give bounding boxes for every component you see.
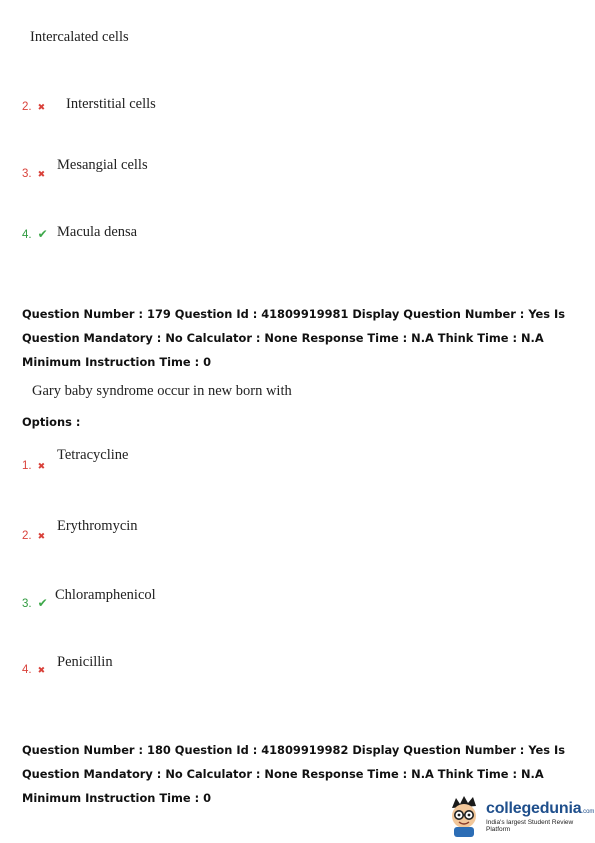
question-meta: Question Number : 180 Question Id : 41809919982 Display Question Number : Yes Is Question Mandatory : No Calculator : None Response Time : N.A Think Time : N.A Minimum Instruction Time : 0: [22, 743, 566, 805]
cross-icon: ✖: [37, 169, 46, 179]
option-number-wrong: 2. ✖: [22, 101, 46, 113]
cross-icon: ✖: [37, 665, 46, 675]
option-text: Erythromycin: [57, 518, 138, 534]
option-text: Macula densa: [57, 224, 138, 240]
mascot-icon: [446, 794, 486, 838]
option-text: Chloramphenicol: [55, 587, 156, 603]
option-number-correct: 3. ✔: [22, 596, 48, 610]
check-icon: ✔: [37, 596, 48, 610]
question-meta: Question Number : 179 Question Id : 41809919981 Display Question Number : Yes Is Question Mandatory : No Calculator : None Response Time : N.A Think Time : N.A Minimum Instruction Time : 0: [22, 307, 566, 369]
cross-icon: ✖: [37, 102, 46, 112]
question-text: Gary baby syndrome occur in new born with: [32, 383, 292, 399]
option-text: Tetracycline: [57, 447, 129, 463]
logo-tagline: India's largest Student Review Platform: [486, 819, 574, 833]
logo-name: collegedunia: [486, 800, 582, 817]
option-text: Interstitial cells: [66, 96, 156, 112]
logo-suffix: .com: [581, 809, 595, 815]
option-number-wrong: 3. ✖: [22, 168, 46, 180]
option-text: Mesangial cells: [57, 157, 148, 173]
collegedunia-logo[interactable]: [446, 794, 594, 838]
cross-icon: ✖: [37, 531, 46, 541]
option-number-wrong: 1. ✖: [22, 460, 46, 472]
option-number-correct: 4. ✔: [22, 227, 48, 241]
options-label: Options :: [22, 415, 81, 429]
option-number-wrong: 4. ✖: [22, 664, 46, 676]
option-text: Penicillin: [57, 654, 113, 670]
option-text: Intercalated cells: [30, 29, 129, 45]
option-number-wrong: 2. ✖: [22, 530, 46, 542]
check-icon: ✔: [37, 227, 48, 241]
cross-icon: ✖: [37, 461, 46, 471]
